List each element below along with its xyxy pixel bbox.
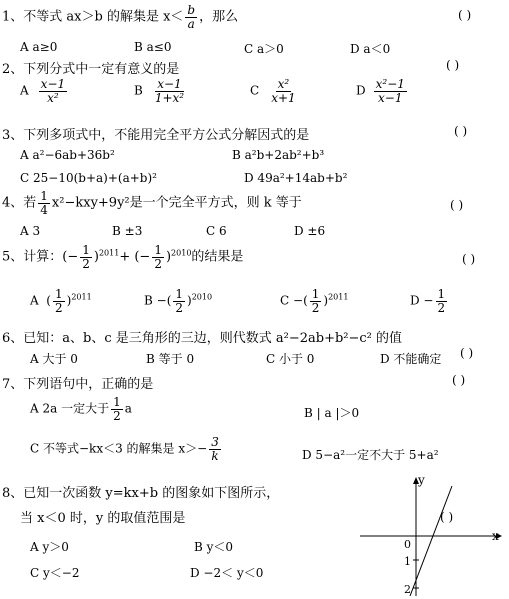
q5-exp2: 2010 [171,248,192,258]
q4-option-b: B ±3 [112,224,143,238]
q2-b-den: 1+x² [154,90,185,105]
q2-option-c [250,78,300,104]
q5-stem: 5、计算：(− $\frac{1}{2}$ )$^{2011}$+ (− $\frac{1}{2}$ )$^{2010}$的结果是 [2,243,244,271]
q7-option-a [30,396,132,422]
q2-c-label: C [250,83,260,98]
y-axis-label: y [418,474,425,487]
q2-option-d [356,78,409,104]
q7-a-den: 2 [113,408,121,423]
q4-stem [2,190,302,216]
q7-a-num: 1 [113,395,121,409]
q1-option-b: B a≤0 [134,40,172,54]
q7-a-fraction [111,396,123,422]
q8-stem: 8、已知一次函数 y=kx+b 的图象如下图所示， [2,486,280,501]
q8-option-c: C y＜−2 [30,566,80,580]
q7-option-b: B | a |＞0 [304,406,360,420]
q5-c-num: 1 [311,287,320,301]
q4-frac-den: 4 [40,202,48,217]
q1-stem-text: 1、不等式 ax＞b 的解集是 x＜ [2,9,184,25]
q5-stem-text: 5、计算：(− [2,249,79,265]
q7-c-den: k [211,448,219,463]
q8-graph-svg [360,474,506,596]
q3-stem: 3、下列多项式中，不能用完全平方公式分解因式的是 [2,128,310,143]
x-axis-label: x [492,529,499,543]
q5-d-label: D − [410,293,434,308]
q8-graph [360,474,506,596]
q5-d-num: 1 [437,287,446,301]
q5-fraction-2 [152,244,164,270]
q2-b-label: B [134,83,143,98]
q7-a-text: A 2a 一定大于 [30,401,110,416]
q7-answer-paren: ( ) [452,373,466,387]
q5-option-a: A ( $\frac{1}{2}$ )$^{2011}$ [30,287,92,315]
q5-a-fraction [53,288,65,314]
q5-frac1-den: 2 [82,256,90,271]
q1-fraction [185,4,197,30]
q5-c-fraction [310,288,322,314]
q3-option-a: A a²−6ab+36b² [20,148,115,162]
q4-stem-post: x²−kxy+9y²是一个完全平方式，则 k 等于 [51,195,302,211]
q7-option-d: D 5−a²一定不大于 5+a² [302,448,439,462]
q7-c-num: 3 [211,435,219,449]
q5-stem-mid: + (− [119,249,151,265]
q4-frac-num: 1 [40,189,48,203]
q5-b-fraction [173,288,185,314]
q1-stem [2,4,238,30]
q5-c-den: 2 [311,300,320,315]
q1-answer-paren: ( ) [458,8,472,22]
q6-answer-paren: ( ) [460,346,474,360]
q2-a-den: x² [47,90,59,105]
q5-c-exp: 2011 [328,292,349,302]
q5-a-num: 1 [54,287,63,301]
q3-answer-paren: ( ) [454,124,468,138]
q4-fraction [38,190,50,216]
q5-exp1: 2011 [98,248,120,258]
q2-d-label: D [356,83,366,98]
q5-frac2-den: 2 [154,256,162,271]
q2-option-a [20,78,69,104]
q5-fraction-1 [80,244,92,270]
q7-c-text: C 不等式−kx＜3 的解集是 x＞− [30,441,208,456]
q5-b-num: 1 [175,287,184,301]
tick-1-label: 1 [404,555,411,568]
q5-d-fraction [436,288,448,314]
q1-frac-num: b [187,3,196,17]
q4-option-c: C 6 [206,224,227,238]
q2-a-num: x−1 [40,77,66,91]
q1-option-d: D a＜0 [350,42,391,56]
q6-option-a: A 大于 0 [30,352,78,366]
q5-b-exp: 2010 [191,292,213,302]
q7-stem: 7、下列语句中，正确的是 [2,377,154,392]
q2-b-fraction [153,78,186,104]
q4-stem-text: 4、若 [2,195,37,211]
q7-option-c [30,436,223,462]
origin-label: 0 [404,538,411,551]
q5-b-label: B − [144,293,167,308]
q6-option-c: C 小于 0 [266,352,315,366]
q5-a-den: 2 [54,300,63,315]
q8-answer-paren: ( ) [440,510,454,524]
q8-option-d: D −2＜ y＜0 [190,566,264,580]
q5-d-den: 2 [437,300,446,315]
q2-option-b [134,78,188,104]
q5-b-den: 2 [175,300,184,315]
q4-option-d: D ±6 [294,224,326,238]
q2-answer-paren: ( ) [446,58,460,72]
q3-option-c: C 25−10(b+a)+(a+b)² [20,171,157,185]
q5-option-c: C −( $\frac{1}{2}$ )$^{2011}$ [280,287,349,315]
q3-option-b: B a²b+2ab²+b³ [232,148,325,162]
q2-d-fraction [374,78,407,104]
q4-option-a: A 3 [20,224,41,238]
q6-option-d: D 不能确定 [380,352,442,366]
q8-option-a: A y＞0 [30,540,69,554]
q6-stem: 6、已知：a、b、c 是三角形的三边，则代数式 a²−2ab+b²−c² 的值 [2,331,403,346]
q7-a-post: a [124,401,132,416]
q5-a-exp: 2011 [71,292,92,302]
q2-c-fraction [269,78,297,104]
tick-2-label: 2 [404,583,411,596]
q8-stem-line2: 当 x＜0 时，y 的取值范围是 [20,511,186,526]
q5-frac1-num: 1 [82,243,90,257]
q2-stem: 2、下列分式中一定有意义的是 [2,62,180,77]
q5-option-b: B −( $\frac{1}{2}$ )$^{2010}$ [144,287,213,315]
q1-frac-den: a [187,16,195,31]
q5-frac2-num: 1 [154,243,162,257]
q2-a-label: A [20,83,29,98]
q2-a-fraction [39,78,67,104]
q4-answer-paren: ( ) [450,198,464,212]
q5-c-label: C − [280,293,304,308]
q5-stem-post: 的结果是 [191,249,244,265]
q2-c-num: x² [277,77,290,91]
q7-c-fraction [209,436,221,462]
q5-a-label: A [30,293,39,308]
q2-d-num: x²−1 [375,77,405,91]
q3-option-d: D 49a²+14ab+b² [244,171,348,185]
q2-d-den: x−1 [378,90,403,105]
q5-answer-paren: ( ) [462,252,476,266]
q2-c-den: x+1 [271,90,296,105]
q8-option-b: B y＜0 [194,540,234,554]
q2-b-num: x−1 [157,77,182,91]
q1-option-c: C a＞0 [244,42,284,56]
q1-option-a: A a≥0 [20,40,58,54]
q5-option-d [410,288,449,314]
q6-option-b: B 等于 0 [146,352,195,366]
q1-stem-post: ，那么 [199,9,239,25]
